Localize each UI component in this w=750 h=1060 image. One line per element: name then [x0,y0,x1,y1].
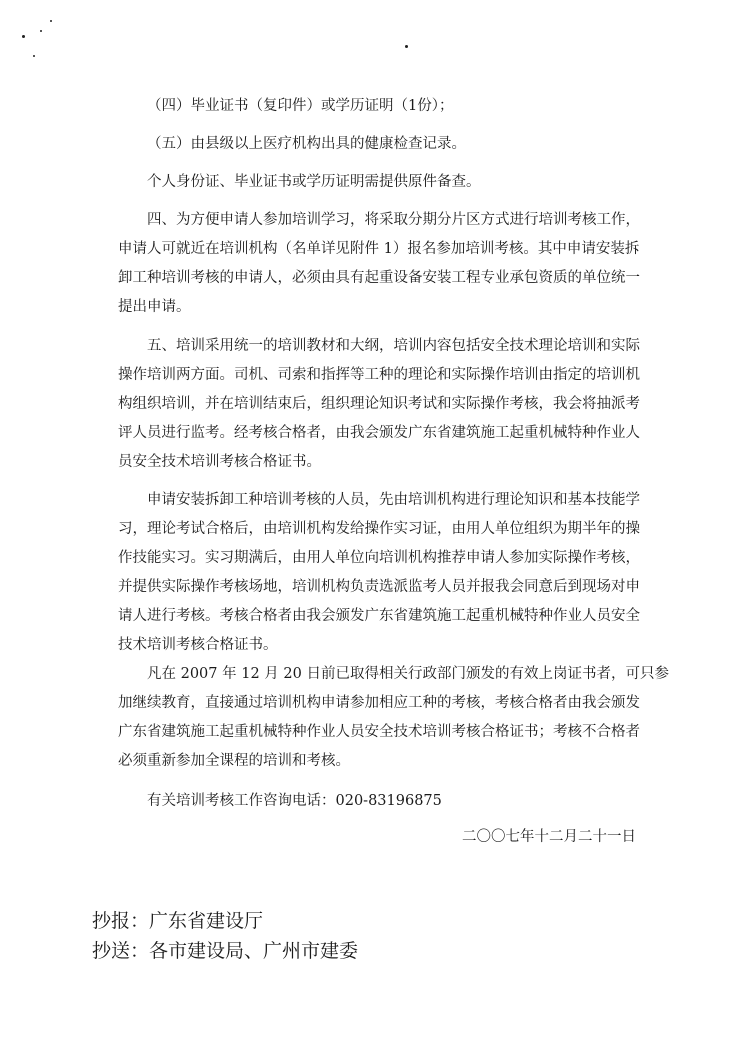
scan-speck [50,20,52,22]
text-line: 申请人可就近在培训机构（名单详见附件 1）报名参加培训考核。其中申请安装拆 [118,241,640,257]
text-line: 提出申请。 [118,299,191,315]
scan-speck [22,35,25,38]
cc-report: 抄报：广东省建设厅 [92,910,264,932]
text-line: 请人进行考核。考核合格者由我会颁发广东省建筑施工起重机械特种作业人员安全 [118,608,640,624]
text-line: 四、为方便申请人参加培训学习，将采取分期分片区方式进行培训考核工作， [147,212,640,228]
text-line: 加继续教育，直接通过培训机构申请参加相应工种的考核，考核合格者由我会颁发 [118,695,640,711]
text-line: 构组织培训，并在培训结束后，组织理论知识考试和实际操作考核，我会将抽派考 [118,396,640,412]
text-line: 必须重新参加全课程的培训和考核。 [118,753,350,769]
text-line: 五、培训采用统一的培训教材和大纲，培训内容包括安全技术理论培训和实际 [147,338,640,354]
document-date: 二〇〇七年十二月二十一日 [462,829,636,845]
text-line: 员安全技术培训考核合格证书。 [118,454,321,470]
cc-send: 抄送：各市建设局、广州市建委 [92,940,359,962]
text-line: 个人身份证、毕业证书或学历证明需提供原件备查。 [147,174,481,190]
text-line: 并提供实际操作考核场地，培训机构负责选派监考人员并报我会同意后到现场对申 [118,579,640,595]
text-line: 操作培训两方面。司机、司索和指挥等工种的理论和实际操作培训由指定的培训机 [118,367,640,383]
text-line: 作技能实习。实习期满后，由用人单位向培训机构推荐申请人参加实际操作考核， [118,550,640,566]
text-line: 广东省建筑施工起重机械特种作业人员安全技术培训考核合格证书；考核不合格者 [118,724,640,740]
text-line: 申请安装拆卸工种培训考核的人员，先由培训机构进行理论知识和基本技能学 [147,492,640,508]
text-line: 凡在 2007 年 12 月 20 日前已取得相关行政部门颁发的有效上岗证书者，可只参 [147,666,669,682]
text-line: （四）毕业证书（复印件）或学历证明（1份）； [147,98,454,114]
phone-line: 有关培训考核工作咨询电话：020-83196875 [147,793,442,809]
text-line: 习，理论考试合格后，由培训机构发给操作实习证，由用人单位组织为期半年的操 [118,521,640,537]
text-line: 评人员进行监考。经考核合格者，由我会颁发广东省建筑施工起重机械特种作业人 [118,425,640,441]
scan-speck [405,45,408,48]
scan-speck [33,55,35,57]
text-line: 技术培训考核合格证书。 [118,637,278,653]
text-line: （五）由县级以上医疗机构出具的健康检查记录。 [147,136,466,152]
text-line: 卸工种培训考核的申请人，必须由具有起重设备安装工程专业承包资质的单位统一 [118,270,640,286]
scan-speck [40,30,42,32]
